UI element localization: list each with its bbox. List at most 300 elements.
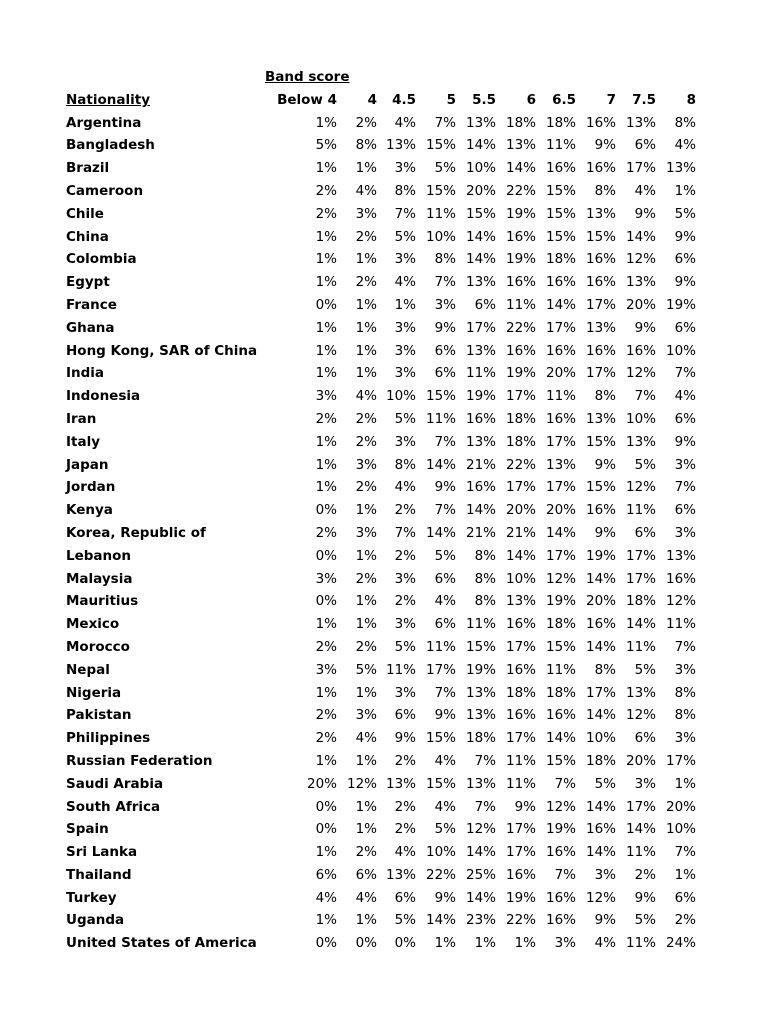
percent-cell: 1% <box>434 935 456 952</box>
percent-cell: 12% <box>625 251 656 268</box>
table-row <box>66 727 706 750</box>
percent-cell: 1% <box>315 114 337 131</box>
percent-cell: 9% <box>674 228 696 245</box>
percent-cell: 3% <box>674 730 696 747</box>
percent-cell: 7% <box>634 388 656 405</box>
percent-cell: 16% <box>545 707 576 724</box>
percent-cell: 1% <box>355 616 377 633</box>
table-row <box>66 134 706 157</box>
percent-cell: 16% <box>465 410 496 427</box>
percent-cell: 13% <box>465 114 496 131</box>
percent-cell: 16% <box>625 342 656 359</box>
nationality-cell: Cameroon <box>66 182 144 199</box>
percent-cell: 7% <box>474 752 496 769</box>
percent-cell: 2% <box>394 798 416 815</box>
percent-cell: 11% <box>545 661 576 678</box>
percent-cell: 14% <box>465 844 496 861</box>
percent-cell: 13% <box>465 707 496 724</box>
percent-cell: 1% <box>315 228 337 245</box>
percent-cell: 16% <box>585 342 616 359</box>
percent-cell: 10% <box>665 342 696 359</box>
percent-cell: 18% <box>545 684 576 701</box>
percent-cell: 17% <box>505 821 536 838</box>
percent-cell: 6% <box>315 866 337 883</box>
nationality-cell: Hong Kong, SAR of China <box>66 342 258 359</box>
percent-cell: 0% <box>315 593 337 610</box>
nationality-cell: Korea, Republic of <box>66 524 206 541</box>
percent-cell: 7% <box>554 775 576 792</box>
percent-cell: 0% <box>315 798 337 815</box>
percent-cell: 5% <box>394 410 416 427</box>
percent-cell: 14% <box>465 502 496 519</box>
percent-cell: 5% <box>394 912 416 929</box>
percent-cell: 1% <box>674 775 696 792</box>
percent-cell: 11% <box>465 365 496 382</box>
nationality-cell: Nepal <box>66 661 110 678</box>
percent-cell: 13% <box>625 274 656 291</box>
percent-cell: 17% <box>625 798 656 815</box>
nationality-cell: India <box>66 365 105 382</box>
percent-cell: 5% <box>634 661 656 678</box>
percent-cell: 17% <box>505 388 536 405</box>
percent-cell: 16% <box>505 274 536 291</box>
percent-cell: 1% <box>355 912 377 929</box>
percent-cell: 1% <box>315 844 337 861</box>
percent-cell: 5% <box>394 228 416 245</box>
table-row <box>66 340 706 363</box>
percent-cell: 4% <box>394 114 416 131</box>
percent-cell: 14% <box>465 889 496 906</box>
percent-cell: 20% <box>665 798 696 815</box>
percent-cell: 12% <box>625 365 656 382</box>
percent-cell: 20% <box>545 502 576 519</box>
percent-cell: 6% <box>394 707 416 724</box>
percent-cell: 19% <box>465 661 496 678</box>
percent-cell: 18% <box>625 593 656 610</box>
percent-cell: 12% <box>625 707 656 724</box>
nationality-cell: Bangladesh <box>66 137 155 154</box>
nationality-cell: Mauritius <box>66 593 139 610</box>
percent-cell: 7% <box>674 638 696 655</box>
percent-cell: 1% <box>315 456 337 473</box>
percent-cell: 13% <box>385 137 416 154</box>
percent-cell: 4% <box>355 889 377 906</box>
percent-cell: 5% <box>634 912 656 929</box>
percent-cell: 21% <box>465 524 496 541</box>
percent-cell: 10% <box>425 228 456 245</box>
percent-cell: 9% <box>394 730 416 747</box>
column-header: 5 <box>446 91 456 108</box>
percent-cell: 8% <box>674 114 696 131</box>
nationality-cell: Lebanon <box>66 547 132 564</box>
percent-cell: 8% <box>355 137 377 154</box>
percent-cell: 1% <box>355 342 377 359</box>
percent-cell: 2% <box>315 707 337 724</box>
percent-cell: 1% <box>355 365 377 382</box>
percent-cell: 11% <box>545 137 576 154</box>
percent-cell: 5% <box>355 661 377 678</box>
percent-cell: 2% <box>315 638 337 655</box>
percent-cell: 11% <box>425 205 456 222</box>
table-row <box>66 864 706 887</box>
percent-cell: 13% <box>465 433 496 450</box>
percent-cell: 2% <box>355 433 377 450</box>
percent-cell: 18% <box>505 684 536 701</box>
percent-cell: 10% <box>425 844 456 861</box>
percent-cell: 9% <box>434 479 456 496</box>
percent-cell: 2% <box>394 502 416 519</box>
percent-cell: 18% <box>585 752 616 769</box>
percent-cell: 4% <box>355 388 377 405</box>
percent-cell: 4% <box>674 388 696 405</box>
percent-cell: 13% <box>585 319 616 336</box>
percent-cell: 14% <box>465 251 496 268</box>
percent-cell: 14% <box>545 524 576 541</box>
table-row <box>66 226 706 249</box>
table-row <box>66 887 706 910</box>
percent-cell: 5% <box>434 821 456 838</box>
percent-cell: 7% <box>474 798 496 815</box>
percent-cell: 19% <box>545 593 576 610</box>
percent-cell: 14% <box>585 707 616 724</box>
percent-cell: 12% <box>465 821 496 838</box>
percent-cell: 9% <box>594 912 616 929</box>
percent-cell: 5% <box>594 775 616 792</box>
percent-cell: 17% <box>425 661 456 678</box>
percent-cell: 16% <box>505 228 536 245</box>
percent-cell: 21% <box>505 524 536 541</box>
table-row <box>66 590 706 613</box>
percent-cell: 2% <box>355 228 377 245</box>
percent-cell: 1% <box>315 616 337 633</box>
percent-cell: 16% <box>585 114 616 131</box>
percent-cell: 15% <box>425 388 456 405</box>
percent-cell: 21% <box>465 456 496 473</box>
percent-cell: 9% <box>634 205 656 222</box>
percent-cell: 2% <box>355 638 377 655</box>
table-row <box>66 773 706 796</box>
percent-cell: 20% <box>465 182 496 199</box>
percent-cell: 2% <box>394 752 416 769</box>
percent-cell: 2% <box>394 547 416 564</box>
percent-cell: 20% <box>585 593 616 610</box>
percent-cell: 8% <box>474 547 496 564</box>
percent-cell: 3% <box>674 661 696 678</box>
percent-cell: 4% <box>315 889 337 906</box>
column-header: 4.5 <box>392 91 416 108</box>
percent-cell: 14% <box>505 160 536 177</box>
percent-cell: 20% <box>625 752 656 769</box>
percent-cell: 19% <box>665 296 696 313</box>
nationality-cell: Jordan <box>66 479 116 496</box>
percent-cell: 15% <box>585 479 616 496</box>
percent-cell: 8% <box>474 570 496 587</box>
percent-cell: 15% <box>465 205 496 222</box>
nationality-cell: Thailand <box>66 866 132 883</box>
percent-cell: 16% <box>545 410 576 427</box>
table-row <box>66 796 706 819</box>
nationality-cell: Spain <box>66 821 109 838</box>
table-row <box>66 659 706 682</box>
percent-cell: 13% <box>385 866 416 883</box>
percent-cell: 15% <box>425 137 456 154</box>
percent-cell: 0% <box>315 296 337 313</box>
table-row <box>66 385 706 408</box>
percent-cell: 4% <box>434 752 456 769</box>
percent-cell: 16% <box>585 502 616 519</box>
percent-cell: 4% <box>434 798 456 815</box>
percent-cell: 18% <box>545 616 576 633</box>
percent-cell: 3% <box>355 707 377 724</box>
percent-cell: 7% <box>434 274 456 291</box>
table-row <box>66 613 706 636</box>
percent-cell: 19% <box>585 547 616 564</box>
percent-cell: 13% <box>625 433 656 450</box>
percent-cell: 7% <box>554 866 576 883</box>
table-row <box>66 568 706 591</box>
percent-cell: 1% <box>315 684 337 701</box>
percent-cell: 17% <box>585 684 616 701</box>
percent-cell: 15% <box>545 182 576 199</box>
nationality-cell: Kenya <box>66 502 113 519</box>
percent-cell: 3% <box>394 251 416 268</box>
percent-cell: 13% <box>465 274 496 291</box>
percent-cell: 4% <box>674 137 696 154</box>
percent-cell: 18% <box>465 730 496 747</box>
percent-cell: 16% <box>545 889 576 906</box>
nationality-cell: Indonesia <box>66 388 141 405</box>
nationality-cell: Sri Lanka <box>66 844 138 861</box>
percent-cell: 11% <box>625 935 656 952</box>
percent-cell: 1% <box>674 866 696 883</box>
percent-cell: 14% <box>545 296 576 313</box>
percent-cell: 2% <box>394 821 416 838</box>
percent-cell: 1% <box>315 274 337 291</box>
percent-cell: 1% <box>315 479 337 496</box>
percent-cell: 10% <box>385 388 416 405</box>
percent-cell: 14% <box>585 638 616 655</box>
nationality-cell: Argentina <box>66 114 142 131</box>
percent-cell: 13% <box>665 547 696 564</box>
percent-cell: 10% <box>625 410 656 427</box>
percent-cell: 1% <box>315 319 337 336</box>
percent-cell: 18% <box>505 433 536 450</box>
percent-cell: 20% <box>625 296 656 313</box>
percent-cell: 3% <box>315 661 337 678</box>
percent-cell: 1% <box>315 912 337 929</box>
percent-cell: 3% <box>554 935 576 952</box>
table-body <box>66 112 706 955</box>
percent-cell: 13% <box>545 456 576 473</box>
percent-cell: 1% <box>355 752 377 769</box>
percent-cell: 19% <box>505 205 536 222</box>
percent-cell: 3% <box>394 319 416 336</box>
percent-cell: 3% <box>355 524 377 541</box>
percent-cell: 4% <box>394 274 416 291</box>
percent-cell: 15% <box>425 730 456 747</box>
percent-cell: 8% <box>434 251 456 268</box>
percent-cell: 2% <box>315 730 337 747</box>
percent-cell: 6% <box>394 889 416 906</box>
percent-cell: 9% <box>594 524 616 541</box>
band-score-title: Band score <box>265 69 350 85</box>
percent-cell: 13% <box>505 593 536 610</box>
percent-cell: 14% <box>425 456 456 473</box>
percent-cell: 11% <box>625 502 656 519</box>
percent-cell: 1% <box>674 182 696 199</box>
percent-cell: 8% <box>394 456 416 473</box>
table-row <box>66 522 706 545</box>
nationality-cell: Colombia <box>66 251 137 268</box>
percent-cell: 4% <box>634 182 656 199</box>
percent-cell: 13% <box>665 160 696 177</box>
percent-cell: 9% <box>594 137 616 154</box>
percent-cell: 15% <box>545 205 576 222</box>
percent-cell: 9% <box>594 456 616 473</box>
percent-cell: 1% <box>394 296 416 313</box>
percent-cell: 3% <box>394 616 416 633</box>
percent-cell: 6% <box>474 296 496 313</box>
table-row <box>66 636 706 659</box>
percent-cell: 14% <box>625 821 656 838</box>
percent-cell: 6% <box>434 342 456 359</box>
percent-cell: 12% <box>585 889 616 906</box>
percent-cell: 3% <box>594 866 616 883</box>
percent-cell: 6% <box>355 866 377 883</box>
percent-cell: 9% <box>674 274 696 291</box>
percent-cell: 1% <box>315 251 337 268</box>
percent-cell: 13% <box>465 775 496 792</box>
percent-cell: 6% <box>634 730 656 747</box>
percent-cell: 0% <box>394 935 416 952</box>
table-row <box>66 408 706 431</box>
percent-cell: 17% <box>545 547 576 564</box>
percent-cell: 1% <box>315 160 337 177</box>
nationality-cell: Pakistan <box>66 707 132 724</box>
table-row <box>66 431 706 454</box>
percent-cell: 3% <box>355 456 377 473</box>
percent-cell: 13% <box>585 205 616 222</box>
nationality-cell: Turkey <box>66 889 117 906</box>
percent-cell: 12% <box>545 798 576 815</box>
percent-cell: 15% <box>585 433 616 450</box>
nationality-cell: Brazil <box>66 160 110 177</box>
percent-cell: 7% <box>674 479 696 496</box>
table-row <box>66 317 706 340</box>
percent-cell: 17% <box>545 319 576 336</box>
percent-cell: 13% <box>385 775 416 792</box>
percent-cell: 20% <box>306 775 337 792</box>
percent-cell: 9% <box>634 319 656 336</box>
percent-cell: 17% <box>625 547 656 564</box>
percent-cell: 2% <box>315 182 337 199</box>
nationality-cell: Uganda <box>66 912 125 929</box>
percent-cell: 16% <box>545 912 576 929</box>
nationality-cell: Egypt <box>66 274 110 291</box>
percent-cell: 12% <box>665 593 696 610</box>
table-row <box>66 180 706 203</box>
percent-cell: 14% <box>465 228 496 245</box>
table-row <box>66 818 706 841</box>
column-header: 5.5 <box>472 91 496 108</box>
percent-cell: 8% <box>674 684 696 701</box>
percent-cell: 16% <box>585 251 616 268</box>
percent-cell: 2% <box>315 410 337 427</box>
table-row <box>66 248 706 271</box>
percent-cell: 0% <box>315 547 337 564</box>
percent-cell: 17% <box>585 296 616 313</box>
percent-cell: 9% <box>634 889 656 906</box>
percent-cell: 2% <box>674 912 696 929</box>
column-header: 4 <box>367 91 377 108</box>
percent-cell: 22% <box>505 456 536 473</box>
percent-cell: 17% <box>505 638 536 655</box>
table-row <box>66 682 706 705</box>
table-row <box>66 362 706 385</box>
percent-cell: 16% <box>505 707 536 724</box>
percent-cell: 2% <box>355 479 377 496</box>
percent-cell: 14% <box>425 524 456 541</box>
percent-cell: 5% <box>394 638 416 655</box>
percent-cell: 13% <box>625 684 656 701</box>
table-row <box>66 271 706 294</box>
table-row <box>66 704 706 727</box>
percent-cell: 6% <box>674 319 696 336</box>
percent-cell: 5% <box>315 137 337 154</box>
percent-cell: 8% <box>474 593 496 610</box>
percent-cell: 6% <box>674 251 696 268</box>
percent-cell: 16% <box>545 274 576 291</box>
percent-cell: 8% <box>594 388 616 405</box>
percent-cell: 11% <box>385 661 416 678</box>
percent-cell: 4% <box>355 730 377 747</box>
percent-cell: 6% <box>434 365 456 382</box>
percent-cell: 8% <box>674 707 696 724</box>
percent-cell: 20% <box>545 365 576 382</box>
percent-cell: 2% <box>634 866 656 883</box>
percent-cell: 14% <box>465 137 496 154</box>
percent-cell: 11% <box>425 638 456 655</box>
percent-cell: 17% <box>545 479 576 496</box>
percent-cell: 1% <box>355 821 377 838</box>
nationality-cell: Italy <box>66 433 101 450</box>
percent-cell: 19% <box>505 251 536 268</box>
percent-cell: 6% <box>674 410 696 427</box>
percent-cell: 8% <box>594 661 616 678</box>
table-row <box>66 909 706 932</box>
percent-cell: 1% <box>355 547 377 564</box>
percent-cell: 11% <box>425 410 456 427</box>
column-header: 6.5 <box>552 91 576 108</box>
percent-cell: 6% <box>674 502 696 519</box>
percent-cell: 1% <box>355 593 377 610</box>
percent-cell: 16% <box>585 274 616 291</box>
percent-cell: 5% <box>634 456 656 473</box>
percent-cell: 19% <box>465 388 496 405</box>
percent-cell: 16% <box>585 821 616 838</box>
percent-cell: 1% <box>315 752 337 769</box>
band-score-table <box>66 66 706 955</box>
percent-cell: 2% <box>355 410 377 427</box>
percent-cell: 9% <box>434 319 456 336</box>
percent-cell: 22% <box>425 866 456 883</box>
percent-cell: 7% <box>434 433 456 450</box>
percent-cell: 10% <box>665 821 696 838</box>
percent-cell: 17% <box>505 479 536 496</box>
percent-cell: 15% <box>545 638 576 655</box>
nationality-cell: Iran <box>66 410 97 427</box>
percent-cell: 3% <box>355 205 377 222</box>
